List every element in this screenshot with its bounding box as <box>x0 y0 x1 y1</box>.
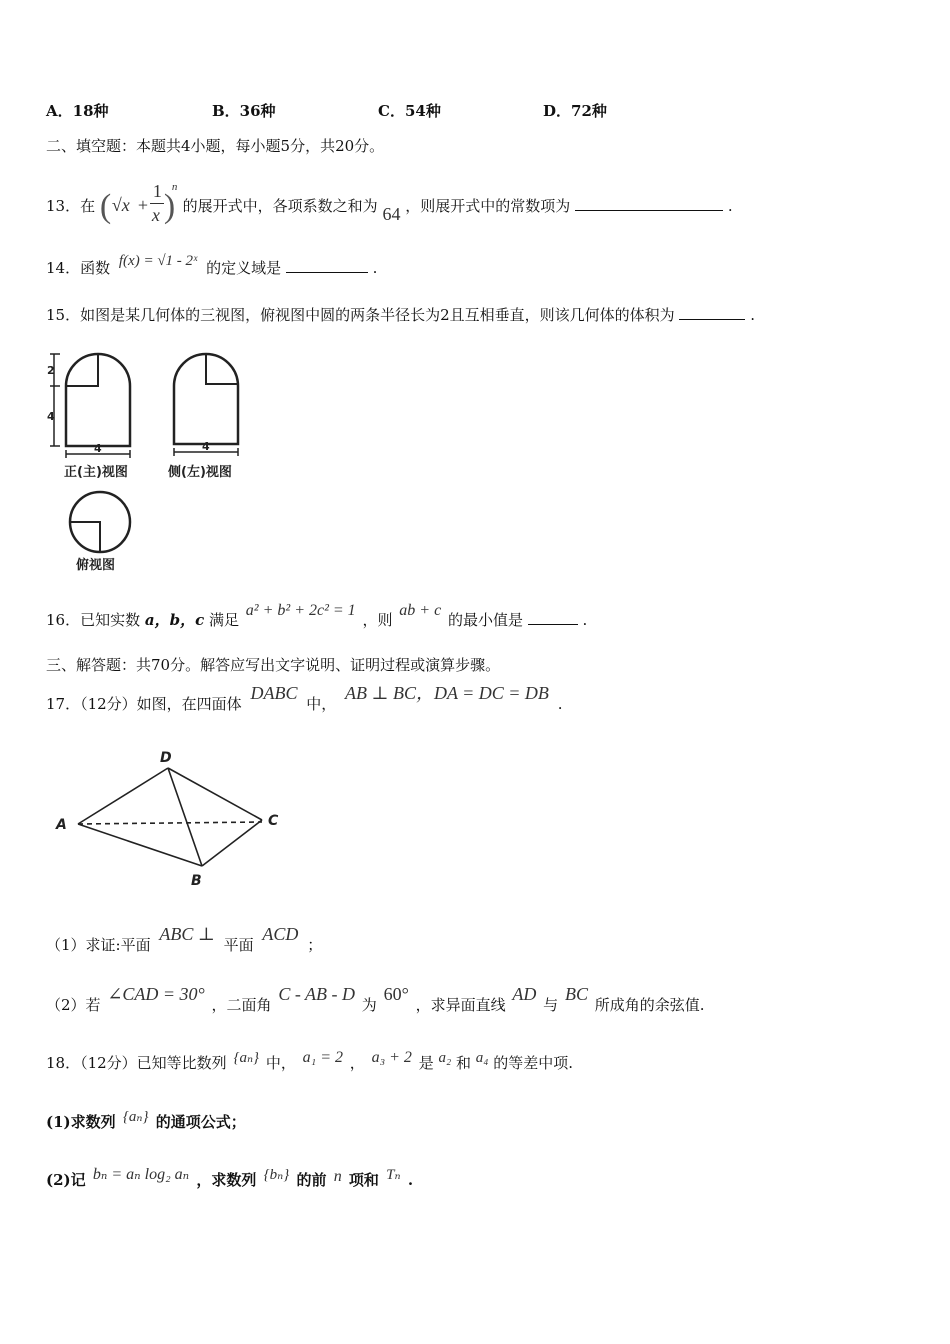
q13-mid: 的展开式中，各项系数之和为 <box>182 197 378 215</box>
question-18-part-1 <box>46 1111 246 1134</box>
q16-expr: ab + c <box>399 602 442 619</box>
dim-2-label: 2 <box>47 364 55 377</box>
q18-a1: a₁ = 2 <box>302 1049 343 1066</box>
q16-cond: a² + b² + 2c² = 1 <box>245 602 356 619</box>
question-16 <box>46 602 588 632</box>
q18-a4: a₄ <box>475 1050 489 1066</box>
q14-answer-blank <box>286 258 368 273</box>
dim-4-front-label: 4 <box>94 442 102 455</box>
q17-p2-ad: AD <box>512 984 537 1004</box>
q16-post: 的最小值是 <box>447 611 523 629</box>
q17-p2-mid2: 为 <box>361 996 377 1014</box>
q13-expression: ( √x + 1 x ) n <box>100 186 178 228</box>
vertex-d-label: D <box>160 750 172 766</box>
q16-mid2: ，则 <box>362 611 393 629</box>
dim-4-side-label: 4 <box>202 440 210 453</box>
q17-p2-angle: ∠CAD = 30° <box>107 984 205 1004</box>
q17-p1-mid: 平面 <box>223 936 254 954</box>
q14-expr: f(x) = √1 - 2ˣ <box>118 253 198 269</box>
q17-pre: 17．（12分）如图，在四面体 <box>46 695 242 713</box>
q17-p1-plane2: ACD <box>262 924 299 944</box>
q18-p2-mid: ，求数列 <box>196 1171 257 1189</box>
question-15 <box>46 304 755 326</box>
q18-p2-t: Tₙ <box>386 1167 401 1183</box>
three-views-figure <box>44 348 264 578</box>
q17-p2-dihedral: C - AB - D <box>278 984 356 1004</box>
side-view-label: 侧(左)视图 <box>168 465 232 480</box>
section-3-heading: 三、解答题：共70分。解答应写出文字说明、证明过程或演算步骤。 <box>46 656 501 674</box>
q18-p2-def: bₙ = aₙ log₂ aₙ <box>92 1166 190 1183</box>
q17-p1-plane1: ABC ⊥ <box>159 924 215 944</box>
q18-p1-end: 的通项公式； <box>155 1113 246 1131</box>
q13-den: x <box>151 205 160 225</box>
q18-p1-seq: {aₙ} <box>122 1109 149 1125</box>
q13-pre: 13．在 <box>46 197 96 215</box>
q13-answer-blank <box>575 196 723 211</box>
q13-sqrt: √x <box>111 195 130 215</box>
q18-seq: {aₙ} <box>233 1050 260 1066</box>
question-17-part-1 <box>46 924 323 956</box>
q13-post: ，则展开式中的常数项为 <box>405 197 571 215</box>
q17-p1-pre: （1）求证:平面 <box>46 936 151 954</box>
vertex-b-label: B <box>191 873 202 889</box>
question-13 <box>46 181 733 228</box>
q18-pre: 18．（12分）已知等比数列 <box>46 1054 227 1072</box>
q17-p2-val: 60° <box>383 984 409 1004</box>
option-b: B．36种 <box>212 102 276 120</box>
option-a: A．18种 <box>46 102 109 120</box>
dim-4-height-label: 4 <box>47 410 55 423</box>
top-view-label: 俯视图 <box>76 558 116 573</box>
q18-and: 和 <box>456 1054 472 1072</box>
q17-cond: AB ⊥ BC，DA = DC = DB <box>345 683 549 703</box>
q16-pre: 16．已知实数 <box>46 611 141 629</box>
question-17 <box>46 683 563 715</box>
q15-end: . <box>750 306 755 324</box>
q18-end: 的等差中项. <box>493 1054 574 1072</box>
q18-p2-end: . <box>407 1171 414 1189</box>
q13-plus: + <box>137 195 149 215</box>
q18-mid: 中， <box>265 1054 296 1072</box>
q17-p2-and: 与 <box>543 996 559 1014</box>
q18-is: 是 <box>418 1054 434 1072</box>
q18-p1-pre: (1)求数列 <box>46 1113 116 1131</box>
q18-p2-n: n <box>333 1168 342 1185</box>
q16-vars: a，b，c <box>144 611 205 629</box>
q17-mid: 中， <box>306 695 337 713</box>
q17-p2-pre: （2）若 <box>46 996 101 1014</box>
q16-mid: 满足 <box>209 611 240 629</box>
q18-p2-mid2: 的前 <box>296 1171 327 1189</box>
option-c: C．54种 <box>378 102 441 120</box>
q13-val: 64 <box>382 204 401 224</box>
top-view <box>70 492 130 552</box>
q18-p2-seq: {bₙ} <box>263 1167 290 1183</box>
q14-end: . <box>372 259 378 277</box>
q17-p2-mid: ，二面角 <box>211 996 272 1014</box>
front-view <box>50 354 130 458</box>
section-2-heading: 二、填空题：本题共4小题，每小题5分，共20分。 <box>46 137 385 155</box>
q16-answer-blank <box>528 610 578 625</box>
q18-a3: a₃ + 2 <box>371 1049 412 1066</box>
q15-text: 15．如图是某几何体的三视图，俯视图中圆的两条半径长为2且互相垂直，则该几何体的体积为 <box>46 306 675 324</box>
q17-p2-end: 所成角的余弦值. <box>594 996 705 1014</box>
q13-num: 1 <box>152 181 162 201</box>
q13-end: . <box>727 197 733 215</box>
question-18-part-2 <box>46 1166 414 1192</box>
q14-pre: 14．函数 <box>46 259 111 277</box>
q18-p2-pre: (2)记 <box>46 1171 86 1189</box>
question-14 <box>46 253 378 280</box>
q18-a2: a₂ <box>438 1050 452 1066</box>
q17-p2-bc: BC <box>564 984 588 1004</box>
q15-answer-blank <box>679 305 745 320</box>
q13-exp: n <box>171 181 178 193</box>
front-view-label: 正(主)视图 <box>64 465 128 480</box>
q18-p2-mid3: 项和 <box>348 1171 379 1189</box>
question-17-part-2 <box>46 984 705 1016</box>
q16-end: . <box>582 611 588 629</box>
q18-comma: ， <box>349 1054 365 1072</box>
tetrahedron-figure <box>50 742 300 892</box>
q17-end: . <box>557 695 563 713</box>
q17-p2-mid3: ，求异面直线 <box>415 996 506 1014</box>
vertex-c-label: C <box>268 813 279 829</box>
option-d: D．72种 <box>543 102 607 120</box>
vertex-a-label: A <box>56 817 67 833</box>
question-18 <box>46 1049 574 1075</box>
q17-p1-end: ； <box>307 936 323 954</box>
q14-post: 的定义域是 <box>206 259 282 277</box>
q17-tet: DABC <box>250 683 298 703</box>
